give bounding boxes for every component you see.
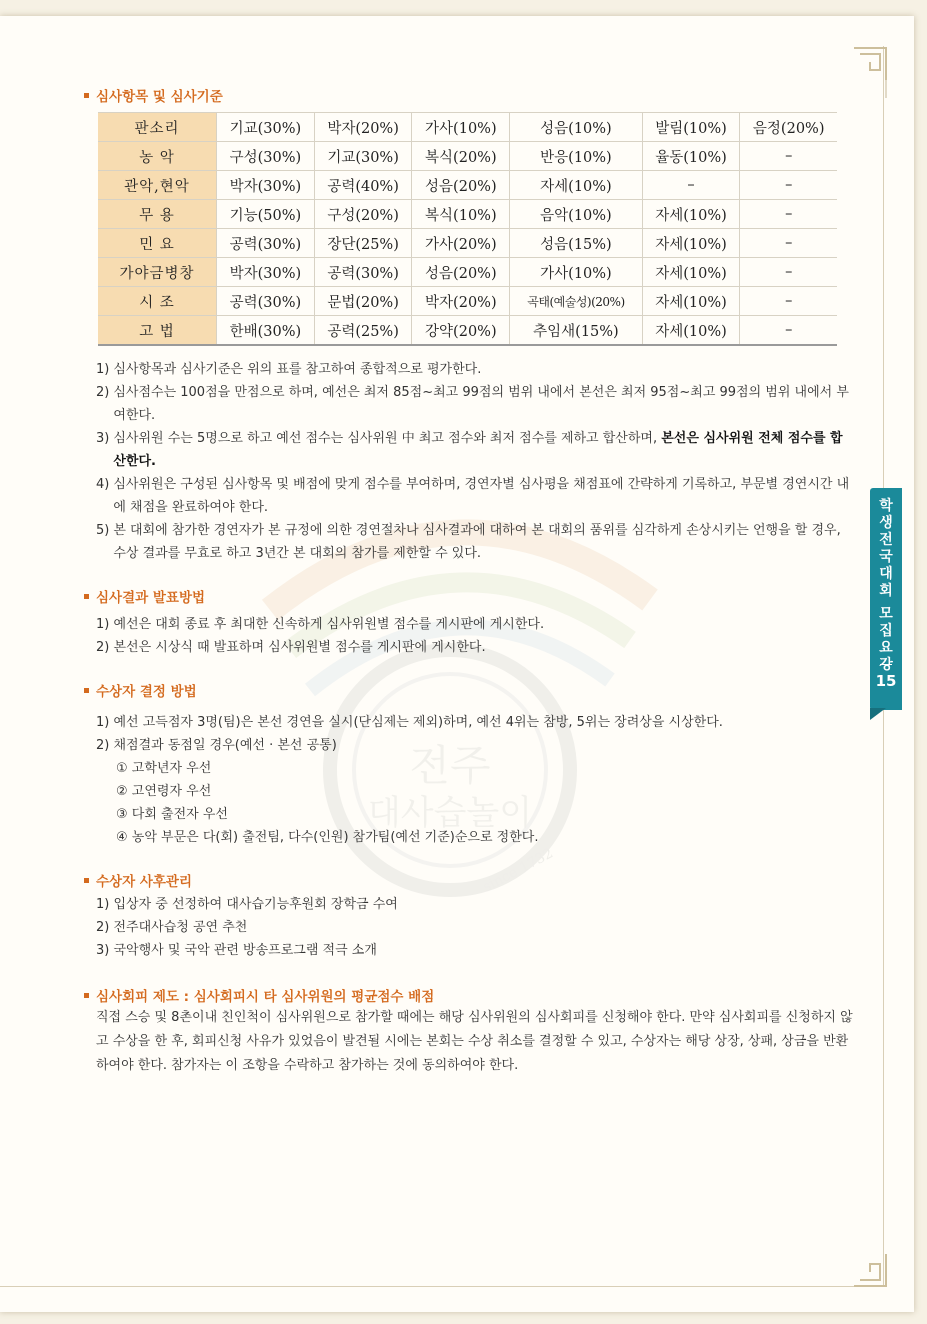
criteria-cell: 복식(20%) [412, 142, 510, 171]
note-number: 4) [96, 477, 110, 492]
criteria-cell: – [740, 287, 837, 316]
list-item: 1) 예선 고득점자 3명(팀)은 본선 경연을 실시(단심제는 제외)하며, 예선 4위는 참방, 5위는 장려상을 시상한다. [96, 715, 723, 730]
criteria-cell: 성음(15%) [510, 229, 642, 258]
criteria-cell: 복식(10%) [412, 200, 510, 229]
after-list [96, 893, 854, 962]
note-number: 2) [96, 385, 110, 400]
watermark-line1: 전주 [409, 741, 491, 790]
side-tab-char: 요 [879, 640, 893, 656]
after-title: 수상자 사후관리 [96, 874, 192, 890]
criteria-cell: 가사(20%) [412, 229, 510, 258]
side-tab-char: 회 [879, 583, 893, 599]
page-number: 15 [875, 672, 897, 690]
watermark-line2: 대사습놀이 [367, 793, 533, 833]
main-content [84, 86, 854, 1078]
criteria-table [98, 112, 837, 346]
criteria-cell: 강약(20%) [412, 316, 510, 346]
criteria-cell: 공력(40%) [314, 171, 412, 200]
section-title-award [84, 681, 854, 699]
note-item [96, 381, 854, 427]
table-row [98, 316, 837, 346]
list-item: 2) 전주대사습청 공연 추천 [96, 920, 248, 935]
side-tab-label [870, 498, 902, 674]
side-tab-char: 전 [879, 532, 893, 548]
genre-cell: 가야금병창 [98, 258, 217, 287]
side-tab-char: 강 [879, 657, 893, 673]
side-tab-char: 생 [879, 515, 893, 531]
square-bullet-icon [84, 594, 89, 599]
side-tab-char: 국 [879, 549, 893, 565]
note-emphasis: 본선은 심사위원 전체 점수를 합산한다. [113, 431, 843, 469]
section-award [84, 681, 854, 849]
criteria-cell: 가사(10%) [510, 258, 642, 287]
section-after [84, 871, 854, 962]
note-number: 3) [96, 431, 110, 446]
list-item: 2) 채점결과 동점일 경우(예선 · 본선 공통) [96, 738, 337, 753]
criteria-cell: 반응(10%) [510, 142, 642, 171]
note-text-wrap [113, 427, 854, 473]
criteria-cell: 한배(30%) [217, 316, 315, 346]
list-item: 1) 입상자 중 선정하여 대사습기능후원회 장학금 수여 [96, 897, 398, 912]
criteria-cell: 율동(10%) [642, 142, 740, 171]
criteria-cell: 성음(20%) [412, 258, 510, 287]
criteria-cell: 자세(10%) [642, 287, 740, 316]
note-text-wrap [113, 381, 854, 427]
criteria-cell: 추임새(15%) [510, 316, 642, 346]
criteria-cell: – [740, 200, 837, 229]
criteria-cell: 자세(10%) [642, 258, 740, 287]
criteria-cell: 박자(30%) [217, 258, 315, 287]
side-tab-tail [870, 708, 886, 720]
side-tab-divider [880, 664, 892, 665]
criteria-cell: – [740, 258, 837, 287]
criteria-cell: 박자(20%) [412, 287, 510, 316]
criteria-cell: 기교(30%) [217, 113, 315, 142]
genre-cell: 시 조 [98, 287, 217, 316]
genre-cell: 무 용 [98, 200, 217, 229]
square-bullet-icon [84, 93, 89, 98]
avoid-title: 심사회피 제도 : 심사회피시 타 심사위원의 평균점수 배점 [96, 989, 435, 1005]
criteria-cell: 자세(10%) [642, 200, 740, 229]
criteria-cell: 기교(30%) [314, 142, 412, 171]
note-text-wrap [113, 358, 854, 381]
criteria-cell: 공력(30%) [217, 229, 315, 258]
criteria-cell: 박자(20%) [314, 113, 412, 142]
criteria-cell: 공력(30%) [314, 258, 412, 287]
side-tab-char: 학 [879, 498, 893, 514]
sub-list-item: ④ 농악 부문은 다(회) 출전팀, 다수(인원) 참가팀(예선 기준)순으로 정한다. [116, 830, 539, 845]
table-row [98, 229, 837, 258]
corner-ornament-bottom-right [852, 1250, 892, 1294]
note-text: 심사위원 수는 5명으로 하고 예선 점수는 심사위원 中 최고 점수와 최저 점수를 제하고 합산하며, [113, 431, 662, 446]
table-row [98, 200, 837, 229]
sub-list-item: ③ 다회 출전자 우선 [116, 807, 228, 822]
announce-title: 심사결과 발표방법 [96, 590, 206, 606]
side-tab-char: 집 [879, 623, 893, 639]
criteria-cell: 성음(10%) [510, 113, 642, 142]
criteria-cell: 음정(20%) [740, 113, 837, 142]
sub-list-item: ① 고학년자 우선 [116, 761, 212, 776]
side-tab-char: 모 [879, 606, 893, 622]
criteria-cell: 자세(10%) [642, 229, 740, 258]
genre-cell: 관악,현악 [98, 171, 217, 200]
criteria-cell: – [740, 171, 837, 200]
criteria-cell: 자세(10%) [642, 316, 740, 346]
note-number: 1) [96, 362, 110, 377]
section-title-avoid [84, 986, 854, 1004]
section-title-criteria [84, 86, 854, 104]
corner-ornament-top-right [852, 40, 892, 100]
award-title: 수상자 결정 방법 [96, 684, 197, 700]
table-row [98, 171, 837, 200]
section-announce [84, 587, 854, 659]
criteria-cell: 가사(10%) [412, 113, 510, 142]
note-item [96, 473, 854, 519]
award-list [96, 711, 854, 849]
criteria-cell: 공력(25%) [314, 316, 412, 346]
criteria-cell: – [642, 171, 740, 200]
side-tab [870, 488, 902, 710]
criteria-table-body [98, 113, 837, 346]
criteria-cell: 박자(30%) [217, 171, 315, 200]
criteria-cell: 자세(10%) [510, 171, 642, 200]
section-avoid [84, 986, 854, 1078]
criteria-cell: 구성(30%) [217, 142, 315, 171]
note-number: 5) [96, 523, 110, 538]
criteria-cell: 구성(20%) [314, 200, 412, 229]
table-row [98, 142, 837, 171]
list-item: 2) 본선은 시상식 때 발표하며 심사위원별 점수를 게시판에 게시한다. [96, 640, 486, 655]
criteria-cell: 발림(10%) [642, 113, 740, 142]
genre-cell: 농 악 [98, 142, 217, 171]
criteria-cell: 공력(30%) [217, 287, 315, 316]
criteria-cell: – [740, 229, 837, 258]
section-title-after [84, 871, 854, 889]
list-item: 3) 국악행사 및 국악 관련 방송프로그램 적극 소개 [96, 943, 377, 958]
table-row [98, 113, 837, 142]
criteria-cell: – [740, 316, 837, 346]
note-item [96, 358, 854, 381]
criteria-cell: 음악(10%) [510, 200, 642, 229]
genre-cell: 고 법 [98, 316, 217, 346]
criteria-cell: 기능(50%) [217, 200, 315, 229]
criteria-cell: 문법(20%) [314, 287, 412, 316]
watermark-since: since 1732 [480, 845, 556, 896]
table-row [98, 258, 837, 287]
note-text: 본 대회에 참가한 경연자가 본 규정에 의한 경연절차나 심사결과에 대하여 본 대회의 품위를 심각하게 손상시키는 언행을 할 경우, 수상 결과를 무효로 하고 3년간 본 대회의 참가를 제한할 수 있다. [113, 523, 841, 561]
announce-list [96, 613, 854, 659]
criteria-cell: 곡태(예술성)(20%) [510, 287, 642, 316]
list-item: 1) 예선은 대회 종료 후 최대한 신속하게 심사위원별 점수를 게시판에 게시한다. [96, 617, 545, 632]
note-text: 심사점수는 100점을 만점으로 하며, 예선은 최저 85점~최고 99점의 범위 내에서 본선은 최저 95점~최고 99점의 범위 내에서 부여한다. [113, 385, 849, 423]
note-item [96, 427, 854, 473]
section-title-announce [84, 587, 854, 605]
note-text: 심사위원은 구성된 심사항목 및 배점에 맞게 점수를 부여하며, 경연자별 심사평을 채점표에 간략하게 기록하고, 부문별 경연시간 내에 채점을 완료하여야 한다. [113, 477, 850, 515]
square-bullet-icon [84, 878, 89, 883]
criteria-title: 심사항목 및 심사기준 [96, 89, 223, 105]
table-row [98, 287, 837, 316]
criteria-cell: – [740, 142, 837, 171]
note-item [96, 519, 854, 565]
note-text-wrap [113, 473, 854, 519]
note-text-wrap [113, 519, 854, 565]
square-bullet-icon [84, 688, 89, 693]
sub-list-item: ② 고연령자 우선 [116, 784, 212, 799]
criteria-cell: 성음(20%) [412, 171, 510, 200]
square-bullet-icon [84, 993, 89, 998]
genre-cell: 판소리 [98, 113, 217, 142]
avoid-paragraph: 직접 스승 및 8촌이내 친인척이 심사위원으로 참가할 때에는 해당 심사위원의 심사회피를 신청해야 한다. 만약 심사회피를 신청하지 않고 수상을 한 후, 회피신청 사유가 있었음이 발견될 시에는 본회는 수상 취소를 결정할 수 있고, 수상자는 해당 상장, 상패, 상금을 반환하여야 한다. 참가자는 이 조항을 수락하고 참가하는 것에 동의하여야 한다. [96, 1010, 853, 1073]
genre-cell: 민 요 [98, 229, 217, 258]
criteria-cell: 장단(25%) [314, 229, 412, 258]
side-tab-char: 대 [879, 566, 893, 582]
criteria-notes [96, 358, 854, 565]
note-text: 심사항목과 심사기준은 위의 표를 참고하여 종합적으로 평가한다. [113, 362, 482, 377]
